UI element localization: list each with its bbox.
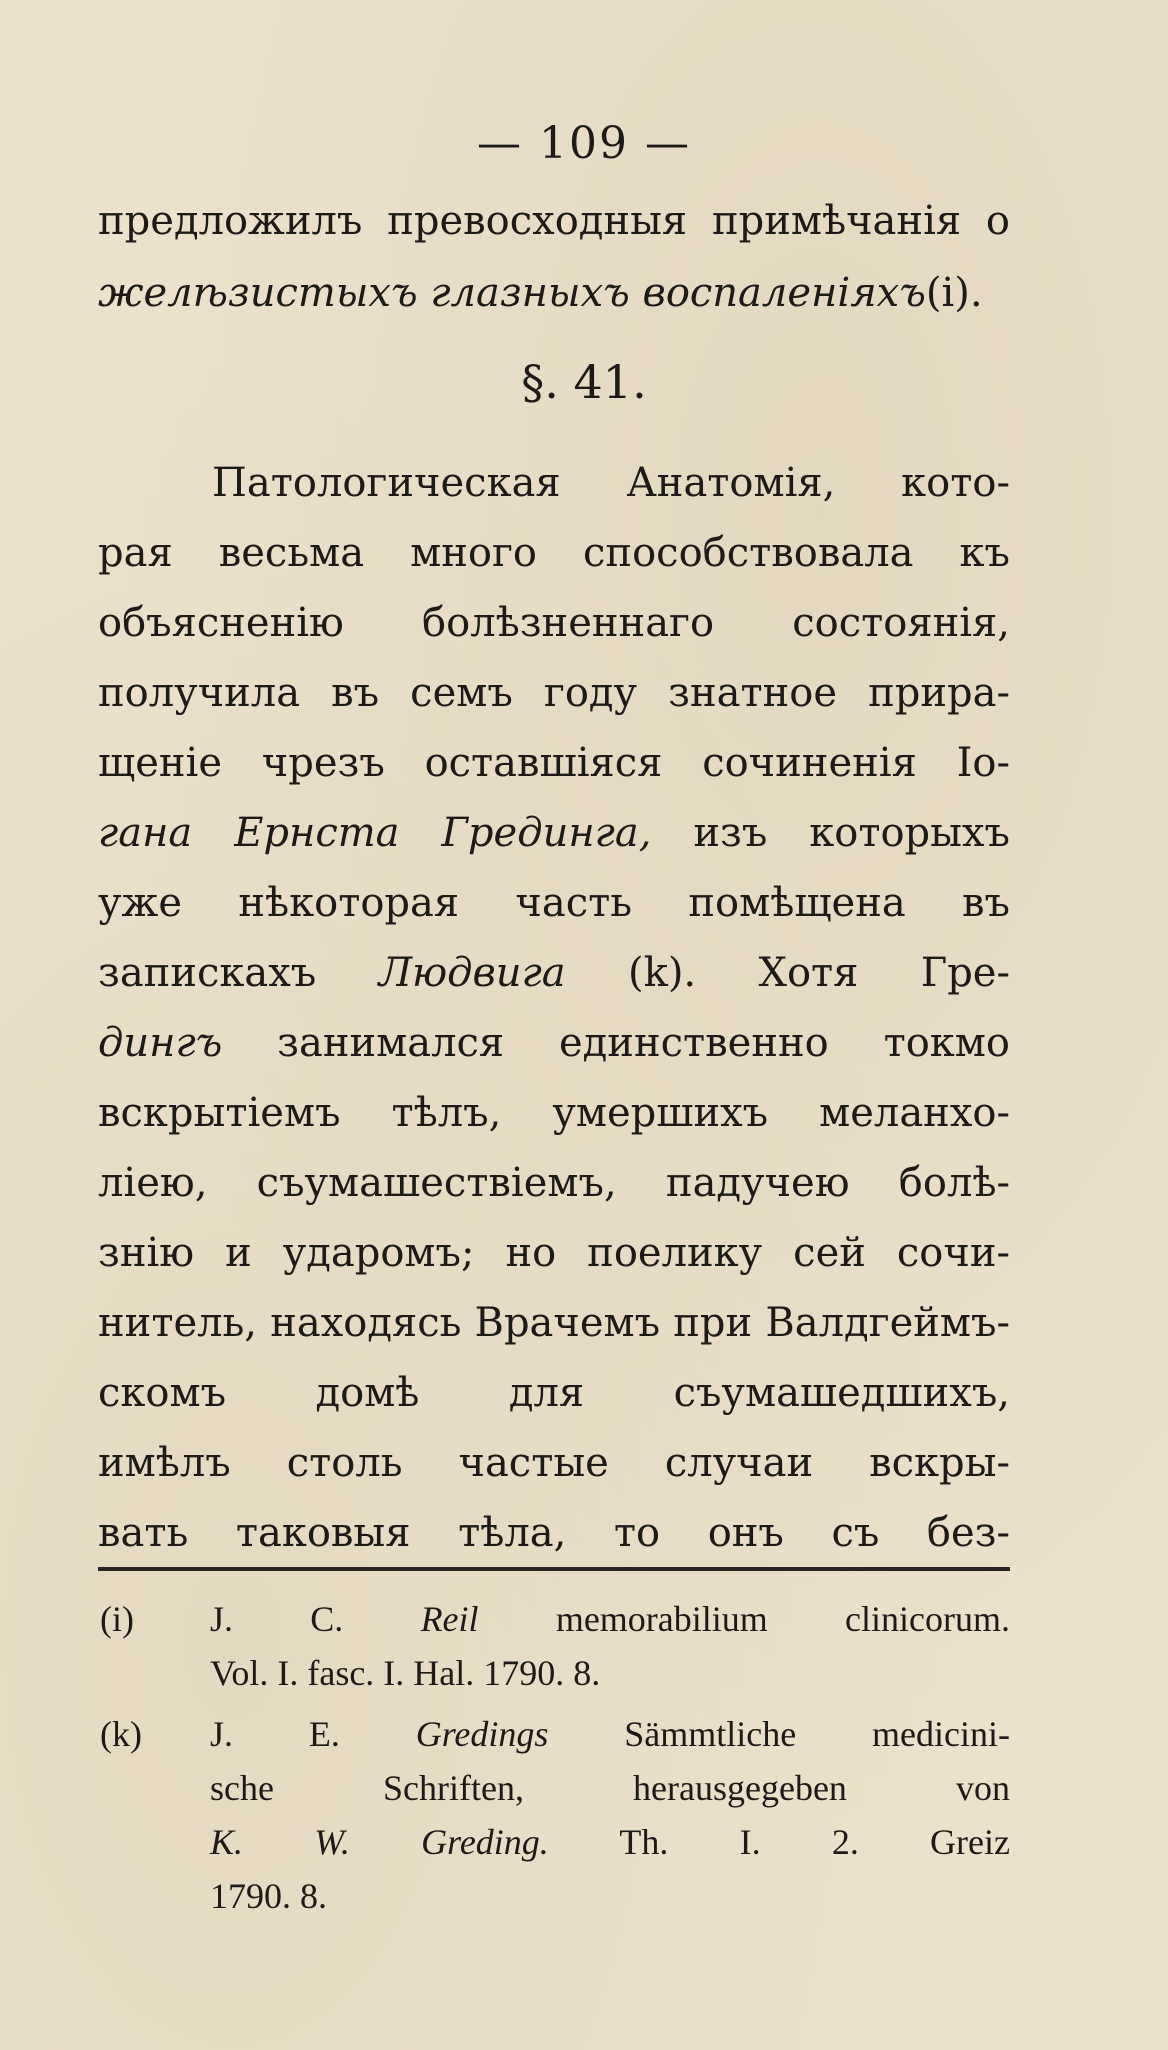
footnote-line: Vol. I. fasc. I. Hal. 1790. 8.: [210, 1653, 601, 1693]
intro-line: предложилъ превосходныя примѣчанія о: [98, 198, 1010, 244]
italic-phrase: K. W. Greding.: [210, 1822, 549, 1862]
italic-phrase: желѣзистыхъ глазныхъ воспаленіяхъ: [98, 270, 926, 316]
footnote-rule: [98, 1567, 1010, 1571]
footnote-line: J. E. Gredings Sämmtliche medicini-: [210, 1714, 1010, 1754]
body-line: запискахъ Людвига (k). Хотя Гре-: [98, 950, 1010, 996]
footnote-line: sche Schriften, herausgegeben von: [210, 1768, 1010, 1808]
body-line: скомъ домѣ для съумашедшихъ,: [98, 1370, 1010, 1416]
footnote-marker: (i): [100, 1599, 134, 1639]
footnote-line: K. W. Greding. Th. I. 2. Greiz: [210, 1822, 1010, 1862]
body-line: нитель, находясь Врачемъ при Валдгеймъ-: [98, 1300, 1010, 1346]
body-line: вать таковыя тѣла, то онъ съ без-: [98, 1510, 1010, 1556]
body-line: гана Ернста Грединга, изъ которыхъ: [98, 810, 1010, 856]
italic-phrase: гана Ернста Грединга,: [98, 810, 652, 856]
body-line: уже нѣкоторая часть помѣщена въ: [98, 880, 1010, 926]
page-number: — 109 —: [477, 118, 691, 169]
italic-phrase: Reil: [420, 1599, 479, 1639]
body-line: рая весьма много способствовала къ: [98, 530, 1010, 576]
footnote-ref: (i).: [925, 270, 983, 316]
section-heading: §. 41.: [521, 355, 647, 409]
body-line: имѣлъ столь частые случаи вскры-: [98, 1440, 1010, 1486]
italic-phrase: дингъ: [98, 1020, 223, 1066]
body-line: Патологическая Анатомія, кото-: [212, 460, 1010, 506]
intro-line: [98, 258, 1010, 328]
body-line: ліею, съумашествіемъ, падучею болѣ-: [98, 1160, 1010, 1206]
body-line: объясненію болѣзненнаго состоянія,: [98, 600, 1010, 646]
italic-phrase: Gredings: [415, 1714, 549, 1754]
body-line: щеніе чрезъ оставшіяся сочиненія Іо-: [98, 740, 1010, 786]
body-line: знію и ударомъ; но поелику сей сочи-: [98, 1230, 1010, 1276]
body-line: получила въ семъ году знатное прира-: [98, 670, 1010, 716]
footnote-line: 1790. 8.: [210, 1876, 327, 1916]
body-line: дингъ занимался единственно токмо: [98, 1020, 1010, 1066]
italic-phrase: Людвига: [378, 950, 566, 996]
footnote-line: J. C. Reil memorabilium clinicorum.: [210, 1599, 1010, 1639]
body-line: вскрытіемъ тѣлъ, умершихъ меланхо-: [98, 1090, 1010, 1136]
footnote-marker: (k): [100, 1714, 142, 1754]
